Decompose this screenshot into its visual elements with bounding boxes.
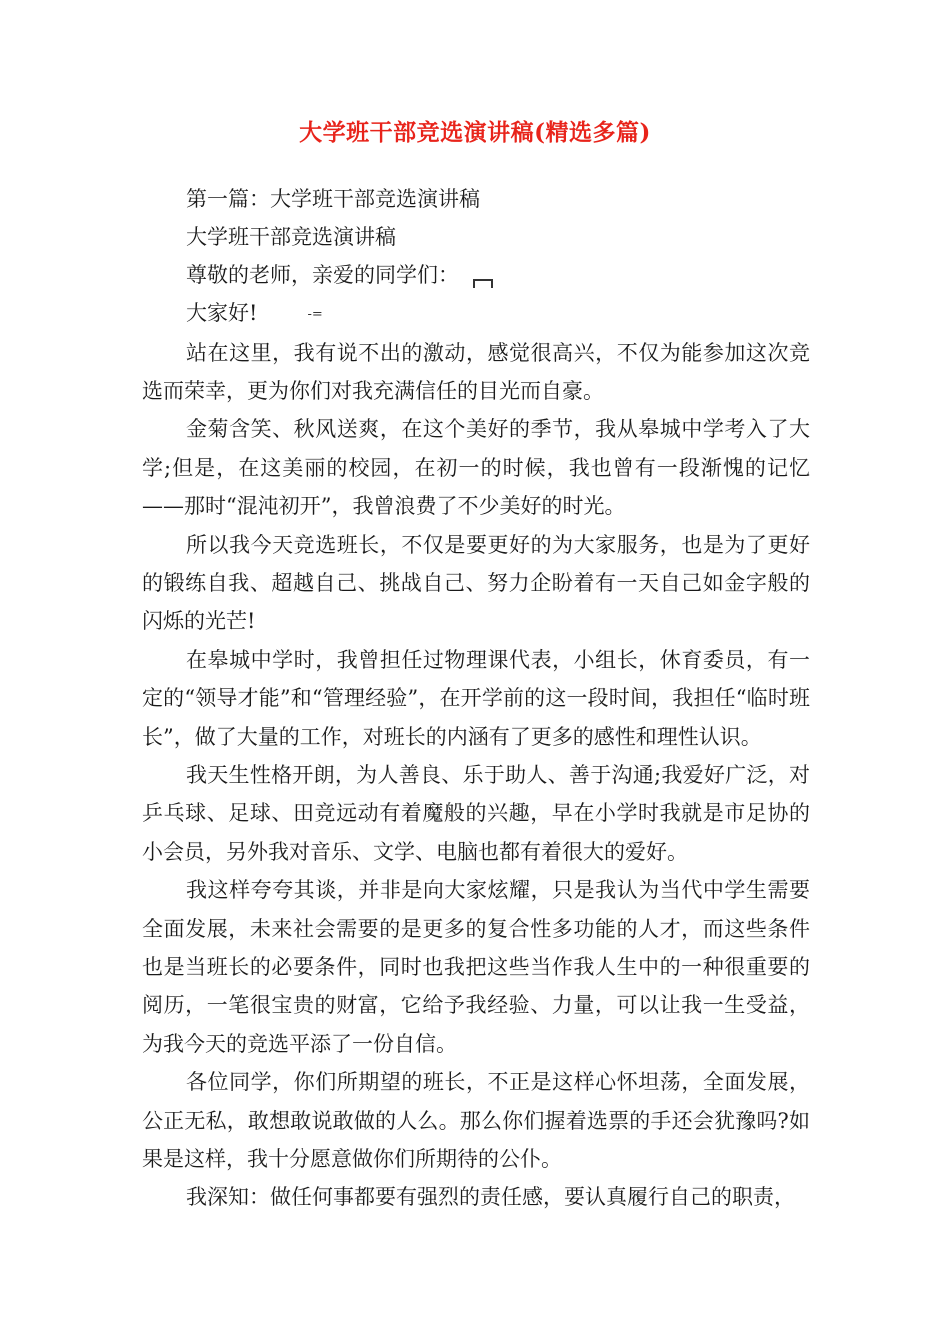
paragraph: 各位同学，你们所期望的班长，不正是这样心怀坦荡，全面发展，公正无私，敢想敢说敢做的人么。那么你们握着选票的手还会犹豫吗?如果是这样，我十分愿意做你们所期待的公仆。	[142, 1070, 810, 1172]
greeting	[142, 294, 810, 334]
salutation-text: 尊敬的老师，亲爱的同学们：	[186, 263, 459, 287]
paragraph: 所以我今天竞选班长，不仅是要更好的为大家服务，也是为了更好的锻练自我、超越自己、挑战自己、努力企盼着有一天自己如金字般的闪烁的光芒!	[142, 532, 810, 634]
bracket-mark-icon	[473, 279, 493, 288]
paragraph: 我这样夸夸其谈，并非是向大家炫耀，只是我认为当代中学生需要全面发展，未来社会需要的是更多的复合性多功能的人才，而这些条件也是当班长的必要条件，同时也我把这些当作我人生中的一种很重要的阅历，一笔很宝贵的财富，它给予我经验、力量，可以让我一生受益，为我今天的竞选平添了一份自信。	[142, 878, 810, 1056]
paragraph: 金菊含笑、秋风送爽，在这个美好的季节，我从皋城中学考入了大学;但是，在这美丽的校园，在初一的时候，我也曾有一段渐愧的记忆——那时“混沌初开”，我曾浪费了不少美好的时光。	[142, 417, 810, 519]
greeting-text: 大家好!	[186, 301, 258, 325]
paragraph: 在皋城中学时，我曾担任过物理课代表，小组长，休育委员，有一定的“领导才能”和“管理经验”，在开学前的这一段时间，我担任“临时班长”，做了大量的工作，对班长的内涵有了更多的感性和理性认识。	[142, 647, 810, 749]
document-body	[142, 180, 810, 1217]
greeting-mark: -=	[307, 306, 323, 322]
section-heading-text: 第一篇：大学班干部竞选演讲稿	[186, 187, 480, 211]
paragraph: 我天生性格开朗，为人善良、乐于助人、善于沟通;我爱好广泛，对乒乓球、足球、田竞远动有着魔般的兴趣，早在小学时我就是市足协的小会员，另外我对音乐、文学、电脑也都有着很大的爱好。	[142, 762, 810, 864]
document-title: 大学班干部竞选演讲稿(精选多篇)	[299, 119, 651, 146]
salutation	[142, 256, 810, 294]
speech-title	[142, 218, 810, 256]
speech-title-text: 大学班干部竞选演讲稿	[186, 225, 396, 249]
paragraph: 我深知：做任何事都要有强烈的责任感，要认真履行自己的职责，	[186, 1185, 795, 1210]
paragraph: 站在这里，我有说不出的激动，感觉很高兴，不仅为能参加这次竞选而荣幸，更为你们对我充满信任的目光而自豪。	[142, 340, 810, 403]
section-heading	[142, 180, 810, 218]
